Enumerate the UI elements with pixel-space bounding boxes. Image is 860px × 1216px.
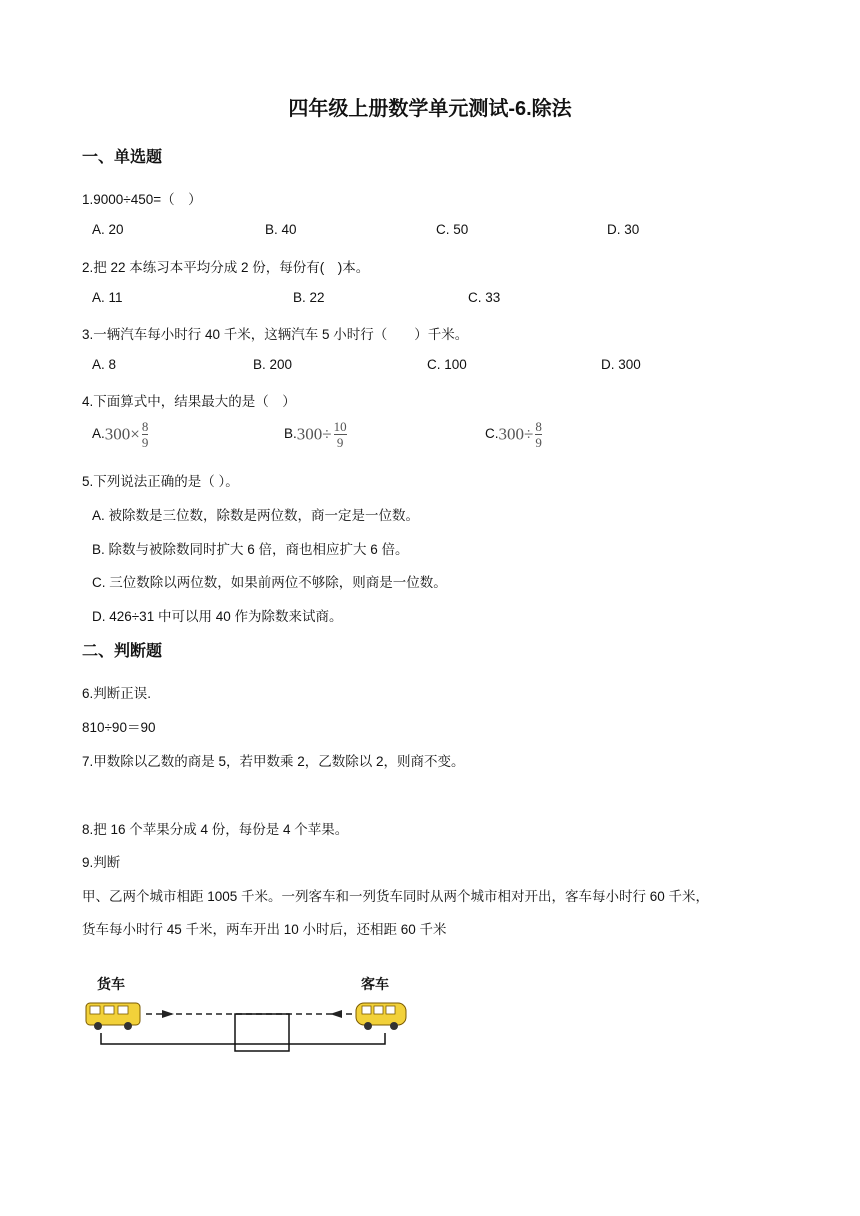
fraction bbox=[142, 420, 149, 449]
travel-diagram bbox=[80, 995, 420, 1055]
distance-bracket bbox=[101, 1033, 385, 1044]
denominator: 9 bbox=[535, 435, 542, 450]
q1-option-a: A. 20 bbox=[92, 222, 124, 237]
question-6: 6.判断正误. bbox=[82, 686, 152, 701]
expression: 300× bbox=[104, 424, 140, 444]
q2-option-c: C. 33 bbox=[468, 290, 501, 305]
question-6-expression: 810÷90＝90 bbox=[82, 720, 156, 735]
q3-option-a: A. 8 bbox=[92, 357, 117, 372]
numerator: 8 bbox=[535, 419, 542, 434]
section-heading-true-false: 二、判断题 bbox=[82, 643, 163, 660]
q5-option-a: A. 被除数是三位数，除数是两位数，商一定是一位数。 bbox=[92, 508, 420, 523]
q4-option-b bbox=[284, 420, 347, 449]
option-label: B. bbox=[284, 426, 297, 442]
q5-option-c: C. 三位数除以两位数，如果前两位不够除，则商是一位数。 bbox=[92, 575, 447, 590]
numerator: 10 bbox=[333, 419, 347, 434]
q5-option-d: D. 426÷31 中可以用 40 作为除数来试商。 bbox=[92, 609, 343, 624]
freight-train-label: 货车 bbox=[97, 977, 125, 993]
q3-option-d: D. 300 bbox=[601, 357, 641, 372]
q1-option-d: D. 30 bbox=[607, 222, 640, 237]
option-label: C. bbox=[485, 426, 499, 442]
denominator: 9 bbox=[336, 435, 344, 450]
q3-option-c: C. 100 bbox=[427, 357, 467, 372]
section-heading-single-choice: 一、单选题 bbox=[82, 149, 163, 166]
numerator: 8 bbox=[141, 419, 149, 434]
question-3: 3.一辆汽车每小时行 40 千米，这辆汽车 5 小时行（ ）千米。 bbox=[82, 327, 469, 342]
passenger-train-label: 客车 bbox=[361, 977, 389, 993]
q2-option-a: A. 11 bbox=[92, 290, 123, 305]
gap-box bbox=[235, 1014, 289, 1051]
page-title: 四年级上册数学单元测试-6.除法 bbox=[288, 98, 572, 120]
question-7: 7.甲数除以乙数的商是 5，若甲数乘 2，乙数除以 2，则商不变。 bbox=[82, 754, 465, 769]
q4-option-a bbox=[92, 420, 148, 449]
passenger-bus-icon bbox=[356, 1003, 406, 1030]
q4-option-c bbox=[485, 420, 542, 449]
q5-option-b: B. 除数与被除数同时扩大 6 倍，商也相应扩大 6 倍。 bbox=[92, 542, 409, 557]
expression: 300÷ bbox=[296, 424, 332, 444]
q3-option-b: B. 200 bbox=[253, 357, 293, 372]
freight-truck-icon bbox=[86, 1003, 140, 1030]
question-9-text-line-1: 甲、乙两个城市相距 1005 千米。一列客车和一列货车同时从两个城市相对开出，客车每小时行 60 千米， bbox=[82, 889, 710, 904]
question-2: 2.把 22 本练习本平均分成 2 份，每份有( )本。 bbox=[82, 260, 370, 275]
question-5: 5.下列说法正确的是（ ）。 bbox=[82, 474, 239, 489]
q1-option-c: C. 50 bbox=[436, 222, 469, 237]
denominator: 9 bbox=[141, 435, 149, 450]
fraction bbox=[334, 420, 347, 449]
question-1: 1.9000÷450=（ ） bbox=[82, 192, 202, 207]
question-8: 8.把 16 个苹果分成 4 份，每份是 4 个苹果。 bbox=[82, 822, 349, 837]
question-4: 4.下面算式中，结果最大的是（ ） bbox=[82, 394, 296, 409]
option-label: A. bbox=[92, 426, 105, 442]
fraction bbox=[535, 420, 542, 449]
q2-option-b: B. 22 bbox=[293, 290, 325, 305]
expression: 300÷ bbox=[498, 424, 534, 444]
question-9: 9.判断 bbox=[82, 855, 121, 870]
arrow-left-icon bbox=[330, 1010, 342, 1018]
q1-option-b: B. 40 bbox=[265, 222, 297, 237]
arrow-right-icon bbox=[162, 1010, 174, 1018]
question-9-text-line-2: 货车每小时行 45 千米，两车开出 10 小时后，还相距 60 千米 bbox=[82, 922, 447, 937]
